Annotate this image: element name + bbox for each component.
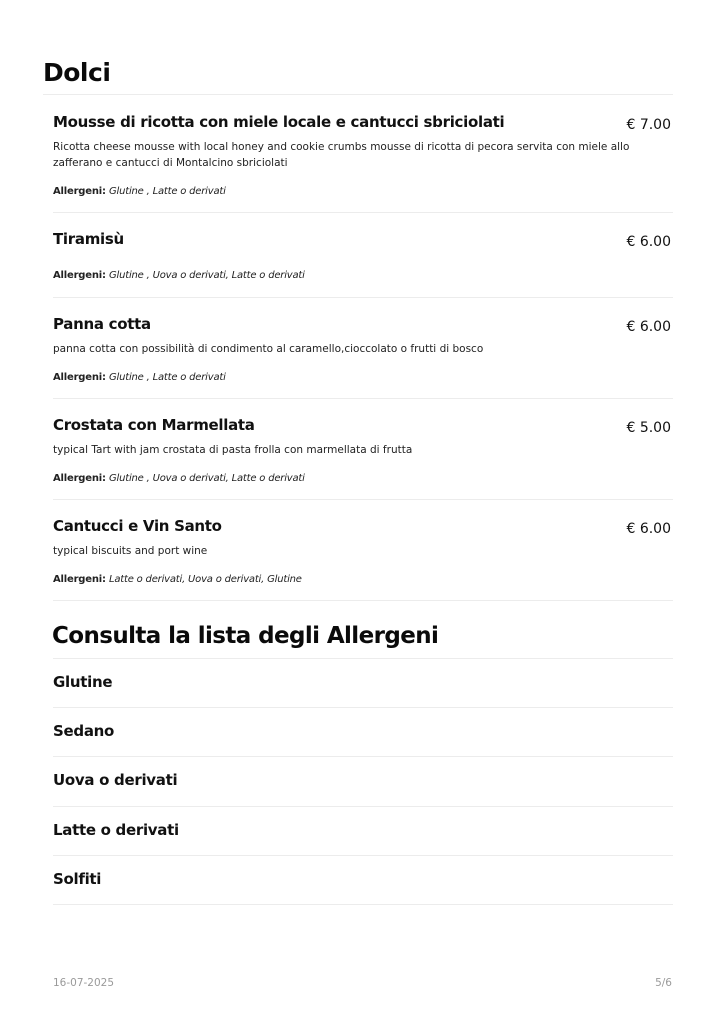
allergen-item-glutine: Glutine [53, 673, 113, 691]
menu-item [53, 113, 673, 213]
item-name: Panna cotta [53, 315, 151, 333]
item-allergens [53, 574, 302, 585]
allergen-item-sedano: Sedano [53, 722, 115, 740]
allergens-list: Glutine , Uova o derivati, Latte o derivati [108, 270, 305, 281]
allergen-item-latte: Latte o derivati [53, 821, 179, 839]
item-price: € 6.00 [626, 521, 671, 537]
divider [53, 212, 673, 213]
menu-item [53, 416, 673, 496]
item-price: € 7.00 [626, 117, 671, 133]
item-name: Tiramisù [53, 230, 124, 248]
item-price: € 6.00 [626, 234, 671, 250]
divider [53, 297, 673, 298]
item-allergens [53, 372, 226, 383]
divider [53, 600, 673, 601]
allergens-list: Glutine , Latte o derivati [108, 186, 226, 197]
allergens-label: Allergeni: [53, 186, 106, 197]
divider [53, 658, 673, 659]
divider [53, 499, 673, 500]
item-price: € 5.00 [626, 420, 671, 436]
item-description: Ricotta cheese mousse with local honey and cookie crumbs mousse di ricotta di pecora servita con miele allo zafferano e cantucci di Montalcino sbriciolati [53, 141, 630, 169]
allergen-item-solfiti: Solfiti [53, 870, 102, 888]
divider [43, 94, 673, 95]
footer-page-number: 5/6 [655, 977, 672, 989]
divider [53, 806, 673, 807]
section-title-dolci: Dolci [43, 58, 111, 87]
footer-date: 16-07-2025 [53, 977, 115, 989]
allergens-label: Allergeni: [53, 372, 106, 383]
item-description: panna cotta con possibilità di condimento al caramello,cioccolato o frutti di bosco [53, 343, 484, 355]
item-description: typical biscuits and port wine [53, 545, 208, 557]
divider [53, 855, 673, 856]
allergens-list: Glutine , Latte o derivati [108, 372, 226, 383]
menu-item [53, 230, 673, 300]
allergens-list: Latte o derivati, Uova o derivati, Glutine [108, 574, 302, 585]
item-allergens [53, 270, 305, 281]
item-allergens [53, 473, 305, 484]
divider [53, 756, 673, 757]
divider [53, 904, 673, 905]
item-name: Mousse di ricotta con miele locale e cantucci sbriciolati [53, 113, 505, 131]
section-title-allergeni: Consulta la lista degli Allergeni [52, 623, 439, 649]
allergen-item-uova: Uova o derivati [53, 771, 178, 789]
item-allergens [53, 186, 226, 197]
item-description: typical Tart with jam crostata di pasta frolla con marmellata di frutta [53, 444, 413, 456]
allergens-label: Allergeni: [53, 270, 106, 281]
allergens-list: Glutine , Uova o derivati, Latte o derivati [108, 473, 305, 484]
item-name: Cantucci e Vin Santo [53, 517, 222, 535]
allergens-label: Allergeni: [53, 473, 106, 484]
divider [53, 398, 673, 399]
menu-item [53, 517, 673, 597]
divider [53, 707, 673, 708]
menu-item [53, 315, 673, 395]
allergens-label: Allergeni: [53, 574, 106, 585]
item-name: Crostata con Marmellata [53, 416, 255, 434]
item-price: € 6.00 [626, 319, 671, 335]
